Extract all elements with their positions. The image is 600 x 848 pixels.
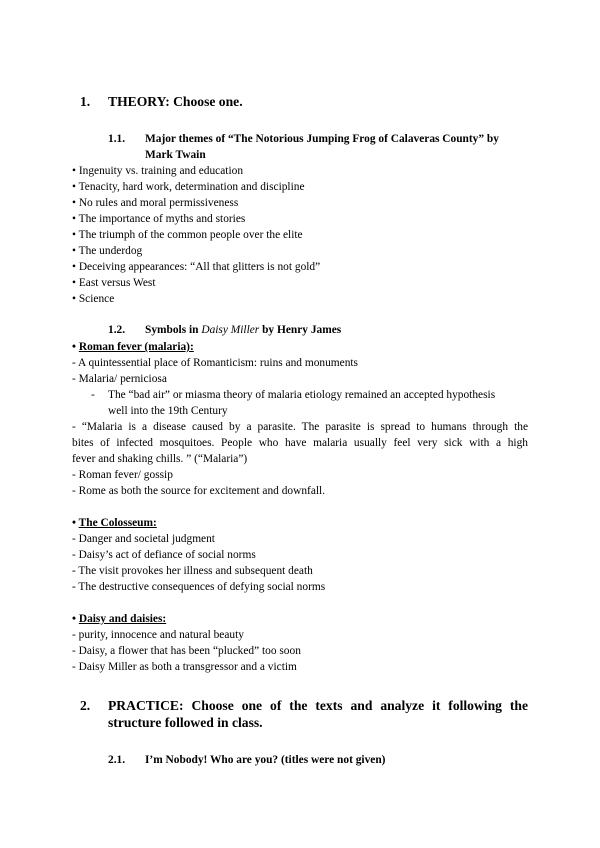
colosseum-heading-text: The Colosseum: — [78, 517, 157, 529]
quote-line1: - “Malaria is a disease caused by a parasite. The parasite is spread to humans through the — [72, 421, 528, 433]
roman-fever-bullet: • — [72, 341, 79, 353]
list-item: - Daisy’s act of defiance of social norms — [72, 549, 256, 561]
colosseum-heading — [72, 515, 157, 531]
list-item: - Daisy, a flower that has been “plucked” too soon — [72, 645, 301, 657]
subsection-1-2-heading — [108, 323, 528, 339]
list-item: - The visit provokes her illness and subsequent death — [72, 565, 313, 577]
subsection-1-2-title-italic: Daisy Miller — [201, 324, 260, 336]
subsection-1-1-heading — [108, 132, 528, 163]
section-1-heading — [80, 93, 520, 110]
daisies-heading-text: Daisy and daisies: — [78, 613, 167, 625]
subsection-2-1-heading — [108, 753, 528, 769]
section-1-number: 1. — [80, 94, 91, 109]
colosseum-bullet: • — [72, 517, 79, 529]
quote-line3: fever and shaking chills. ” (“Malaria”) — [72, 453, 248, 465]
subsection-1-1-title-line2: Mark Twain — [145, 148, 206, 161]
list-item: • Ingenuity vs. training and education — [72, 165, 244, 177]
subsection-1-1-title-line1: Major themes of “The Notorious Jumping Frog of Calaveras County” by — [145, 133, 499, 145]
daisies-heading — [72, 611, 166, 627]
list-item: • No rules and moral permissiveness — [72, 197, 239, 209]
list-item: • Deceiving appearances: “All that glitters is not gold” — [72, 261, 321, 273]
subsection-1-2-title-prefix: Symbols in — [145, 324, 202, 336]
list-item: • The underdog — [72, 245, 143, 257]
sub-item-line2: well into the 19th Century — [108, 405, 228, 417]
list-item: - Malaria/ perniciosa — [72, 373, 167, 385]
list-item: - Roman fever/ gossip — [72, 469, 173, 481]
list-item: • The importance of myths and stories — [72, 213, 246, 225]
section-2-title-line1: PRACTICE: Choose one of the texts and analyze it following the — [108, 698, 528, 713]
section-2-heading — [80, 697, 528, 731]
list-item: • Tenacity, hard work, determination and discipline — [72, 181, 305, 193]
subsection-1-1-number: 1.1. — [108, 133, 126, 145]
list-item: • The triumph of the common people over the elite — [72, 229, 303, 241]
section-2-number: 2. — [80, 698, 91, 713]
sub-item-line1: The “bad air” or miasma theory of malaria etiology remained an accepted hypothesis — [108, 389, 496, 401]
subsection-2-1-title: I’m Nobody! Who are you? (titles were not given) — [145, 754, 386, 766]
subsection-2-1-number: 2.1. — [108, 754, 126, 766]
subsection-1-2-title-suffix: by Henry James — [259, 324, 342, 336]
subsection-1-2-number: 1.2. — [108, 324, 126, 336]
quote-line2: bites of infected mosquitoes. People who have malaria usually feel very sick with a high — [72, 437, 528, 449]
roman-fever-heading — [72, 339, 194, 355]
subsection-1-2-title — [145, 323, 341, 339]
list-item: - Daisy Miller as both a transgressor and a victim — [72, 661, 297, 673]
list-item: - purity, innocence and natural beauty — [72, 629, 244, 641]
list-item: • East versus West — [72, 277, 156, 289]
list-item: - Danger and societal judgment — [72, 533, 215, 545]
sub-dash: - — [91, 389, 95, 401]
list-item: - Rome as both the source for excitement and downfall. — [72, 485, 326, 497]
list-item: - A quintessential place of Romanticism: ruins and monuments — [72, 357, 358, 369]
list-item: - The destructive consequences of defying social norms — [72, 581, 326, 593]
section-1-title: THEORY: Choose one. — [108, 94, 243, 109]
roman-fever-heading-text: Roman fever (malaria): — [78, 341, 194, 353]
section-2-title-line2: structure followed in class. — [108, 715, 263, 730]
daisies-bullet: • — [72, 613, 79, 625]
list-item: • Science — [72, 293, 115, 305]
